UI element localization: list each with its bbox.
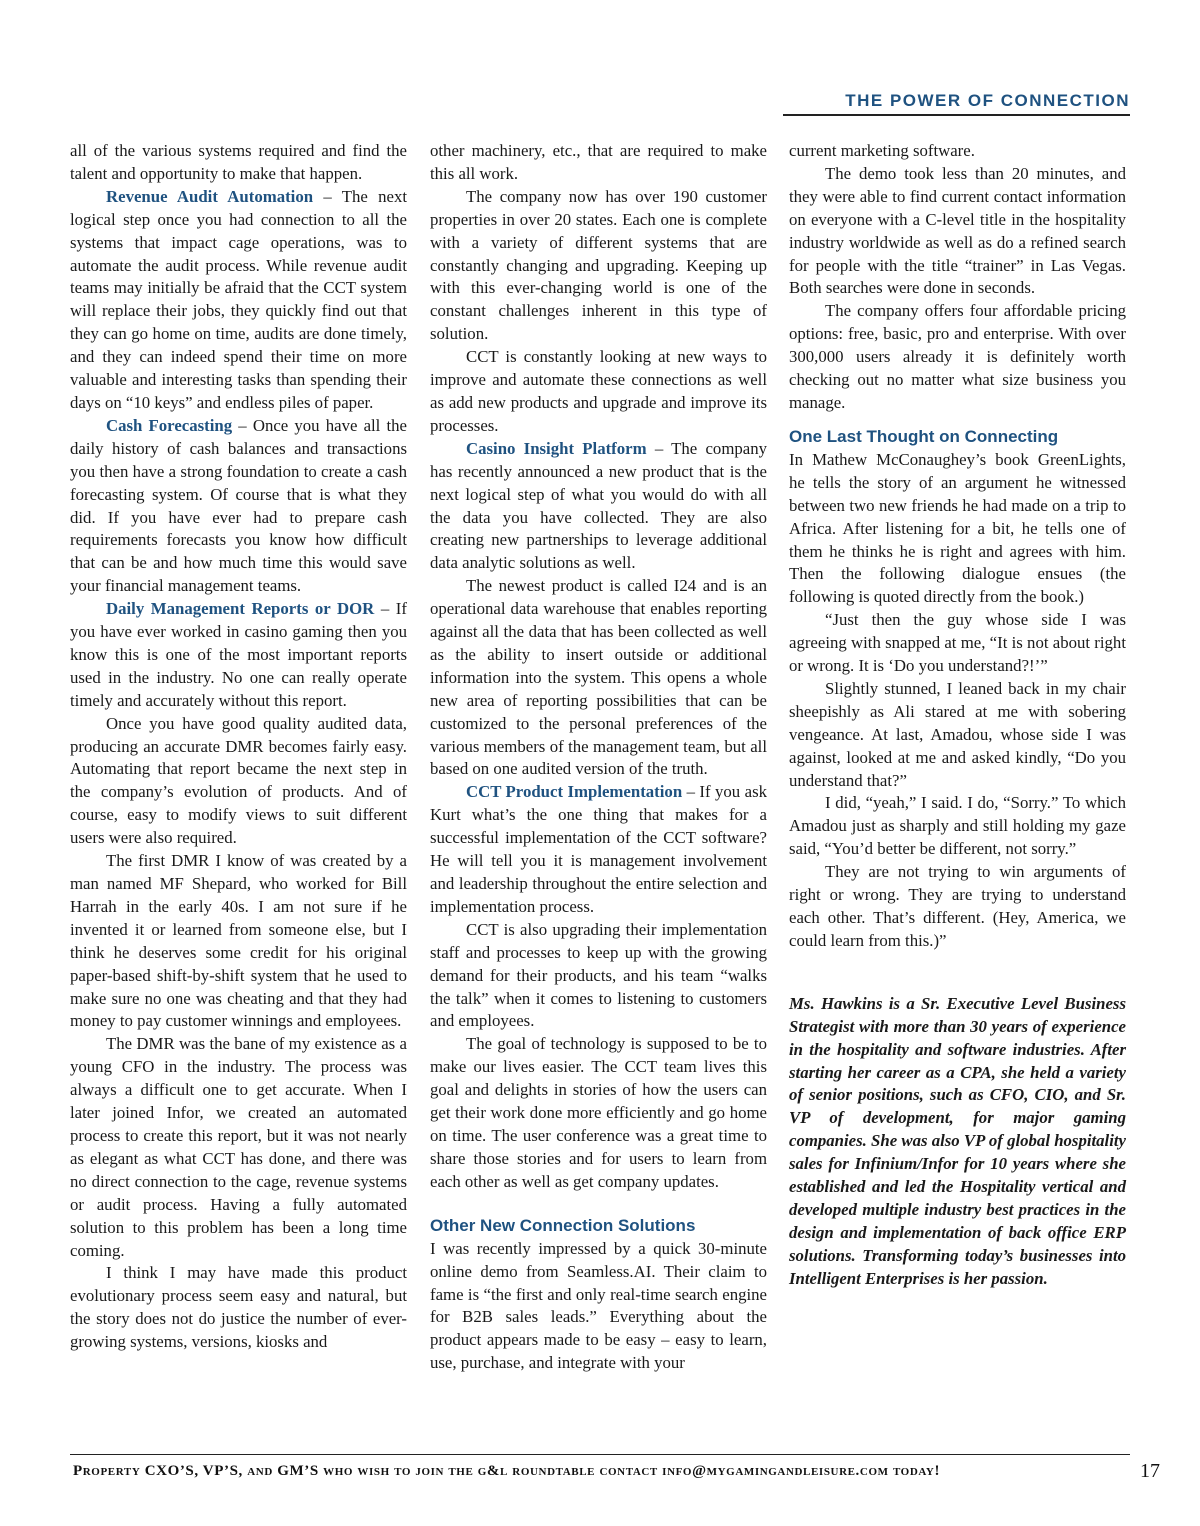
paragraph-text: – The next logical step once you had connection to all the systems that impact cage operations, was to automate the audit process. While revenue audit teams may initially be afraid that the CCT system will replace their jobs, they quickly find out that they can go home on time, audits are done timely, and they can indeed spend their time on more valuable and interesting tasks than spending their days on “10 keys” and endless piles of paper. (70, 186, 407, 412)
paragraph (70, 415, 407, 598)
paragraph-text: – If you ask Kurt what’s the one thing that makes for a successful implementation of the CCT software? He will tell you it is management involvement and leadership throughout the entire selection and implementation process. (430, 782, 767, 916)
paragraph: The goal of technology is supposed to be to make our lives easier. The CCT team lives this goal and delights in stories of how the users can get their work done more efficiently and go home on time. The user conference was a great time to share those stories and for users to learn from each other as well as get company updates. (430, 1034, 767, 1191)
footer-rule (70, 1454, 1130, 1455)
paragraph-text: – Once you have all the daily history of cash balances and transactions you then have a strong foundation to create a cash forecasting system. Of course that is what they did. If you have ever had to prepare cash requirements forecasts you know how difficult that can be and how much time this would save your financial management teams. (70, 415, 408, 596)
paragraph: other machinery, etc., that are required to make this all work. (430, 141, 767, 183)
author-bio: Ms. Hawkins is a Sr. Executive Level Business Strategist with more than 30 years of experience in the hospitality and software industries. After starting her career as a CPA, she held a variety of senior positions, such as CFO, CIO, and Sr. VP of development, for major gaming companies. She was also VP of global hospitality sales for Infinium/Infor for 10 years where she established and led the Hospitality vertical and developed multiple industry best practices in the design and implementation of back office ERP solutions. Transforming today’s businesses into Intelligent Enterprises is her passion. (789, 993, 1126, 1288)
section-title: THE POWER OF CONNECTION (845, 91, 1130, 110)
run-in-heading: CCT Product Implementation (466, 782, 683, 802)
paragraph: In Mathew McConaughey’s book GreenLights, he tells the story of an argument he witnessed between two new friends he had made on a trip to Africa. After listening for a bit, he tells one of them he thinks he is right and agrees with him. Then the following dialogue ensues (the following is quoted directly from the book.) (789, 449, 1126, 607)
paragraph-text: – The company has recently announced a new product that is the next logical step of what you would do with all the data you have collected. They are also creating new partnerships to leverage additional data analytic solutions as well. (430, 438, 767, 573)
footer-note: Property CXO’S, VP’S, and GM’S who wish to join the g&l roundtable contact info@mygamingandleisure.com today! (73, 1463, 941, 1479)
paragraph-text: – If you have ever worked in casino gaming then you know this is one of the most important reports used in the industry. No one can really operate timely and accurately without this report. (70, 599, 407, 710)
page-number: 17 (1140, 1460, 1160, 1482)
paragraph (430, 781, 767, 918)
paragraph: The company offers four affordable pricing options: free, basic, pro and enterprise. With over 300,000 users already it is definitely worth checking out no matter what size business you manage. (789, 301, 1126, 412)
column-2 (430, 140, 767, 1375)
paragraph: CCT is constantly looking at new ways to improve and automate these connections as well as add new products and upgrade and improve its processes. (430, 347, 767, 435)
paragraph (430, 438, 767, 575)
paragraph: I did, “yeah,” I said. I do, “Sorry.” To which Amadou just as sharply and still holding my gaze said, “You’d better be different, not sorry.” (789, 793, 1126, 859)
run-in-heading: Daily Management Reports or DOR (106, 599, 375, 619)
paragraph: The company now has over 190 customer properties in over 20 states. Each one is complete with a variety of different systems that are constantly changing and upgrading. Keeping up with this ever-changing world is one of the constant challenges inherent in this type of solution. (430, 186, 767, 344)
paragraph: current marketing software. (789, 141, 975, 160)
run-in-heading: Casino Insight Platform (466, 438, 647, 458)
paragraph: all of the various systems required and find the talent and opportunity to make that happen. (70, 141, 407, 183)
subheading: Other New Connection Solutions (430, 1215, 696, 1235)
paragraph: I think I may have made this product evolutionary process seem easy and natural, but the story does not do justice the number of ever-growing systems, versions, kiosks and (70, 1263, 407, 1352)
paragraph: The DMR was the bane of my existence as a young CFO in the industry. The process was always a difficult one to get accurate. When I later joined Infor, we created an automated process to create this report, but it was not nearly as elegant as what CCT has done, and there was no direct connection to the cage, revenue systems or audit process. Having a fully automated solution to this problem has been a long time coming. (70, 1034, 407, 1260)
paragraph: The demo took less than 20 minutes, and they were able to find current contact information on everyone with a C-level title in the hospitality industry worldwide as well as do a refined search for people with the title “trainer” in Las Vegas. Both searches were done in seconds. (789, 163, 1126, 298)
paragraph: They are not trying to win arguments of right or wrong. They are trying to understand each other. That’s different. (Hey, America, we could learn from this.)” (789, 862, 1126, 950)
paragraph: The newest product is called I24 and is an operational data warehouse that enables reporting against all the data that has been collected as well as the ability to insert outside or additional information into the system. This opens a whole new area of reporting possibilities that can be customized to the personal preferences of the various members of the management team, but all based on one audited version of the truth. (430, 576, 767, 779)
paragraph: Once you have good quality audited data, producing an accurate DMR becomes fairly easy. Automating that report became the next step in the company’s evolution of products. And of course, easy to modify views to suit different users were also required. (70, 713, 407, 848)
run-in-heading: Revenue Audit Automation (106, 186, 314, 206)
paragraph: The first DMR I know of was created by a man named MF Shepard, who worked for Bill Harrah in the early 40s. I am not sure if he invented it or learned from someone else, but I think he deserves some credit for his original paper-based shift-by-shift system that he used to make sure no one was cheating and that they had money to pay customer winnings and employees. (70, 851, 407, 1031)
column-1 (70, 140, 407, 1354)
subheading: One Last Thought on Connecting (789, 426, 1059, 446)
paragraph: Slightly stunned, I leaned back in my chair sheepishly as Ali stared at me with sobering vengeance. At last, Amadou, whose side I was against, looked at me and asked kindly, “Do you understand that?” (789, 678, 1126, 790)
run-in-heading: Cash Forecasting (106, 415, 233, 435)
paragraph: “Just then the guy whose side I was agreeing with snapped at me, “It is not about right or wrong. It is ‘Do you understand?!’” (789, 610, 1126, 676)
paragraph: CCT is also upgrading their implementation staff and processes to keep up with the growing demand for their products, and his team “walks the talk” when it comes to listening to customers and employees. (430, 919, 767, 1031)
header-rule (783, 114, 1130, 116)
column-3 (789, 140, 1126, 1291)
paragraph (70, 186, 407, 415)
paragraph (70, 598, 407, 713)
paragraph: I was recently impressed by a quick 30-minute online demo from Seamless.AI. Their claim to fame is “the first and only real-time search engine for B2B sales leads.” Everything about the product appears made to be easy – easy to learn, use, purchase, and integrate with your (430, 1238, 767, 1373)
